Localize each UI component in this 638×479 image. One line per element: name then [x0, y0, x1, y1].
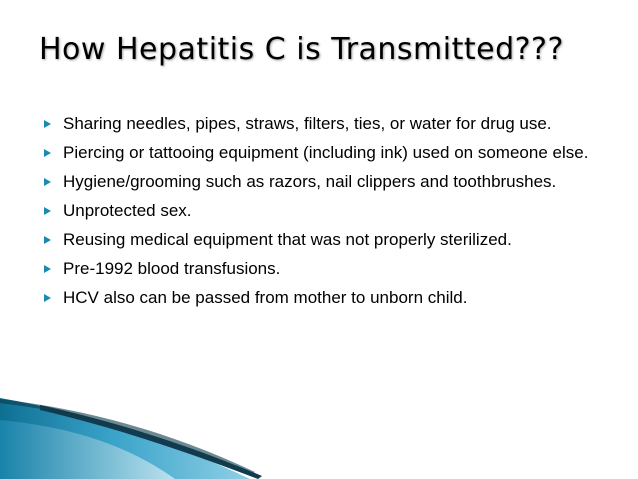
bullet-text: Hygiene/grooming such as razors, nail clippers and toothbrushes. [63, 172, 557, 191]
bullet-text: Reusing medical equipment that was not properly sterilized. [63, 230, 512, 249]
bullet-text: Piercing or tattooing equipment (including ink) used on someone else. [63, 143, 589, 162]
bullet-text: Sharing needles, pipes, straws, filters, ties, or water for drug use. [63, 114, 552, 133]
bullet-text: Pre-1992 blood transfusions. [63, 259, 281, 278]
bullet-text: Unprotected sex. [63, 201, 192, 220]
slide-title: How Hepatitis C is Transmitted??? [39, 32, 564, 67]
bullet-text: HCV also can be passed from mother to unborn child. [63, 288, 468, 307]
